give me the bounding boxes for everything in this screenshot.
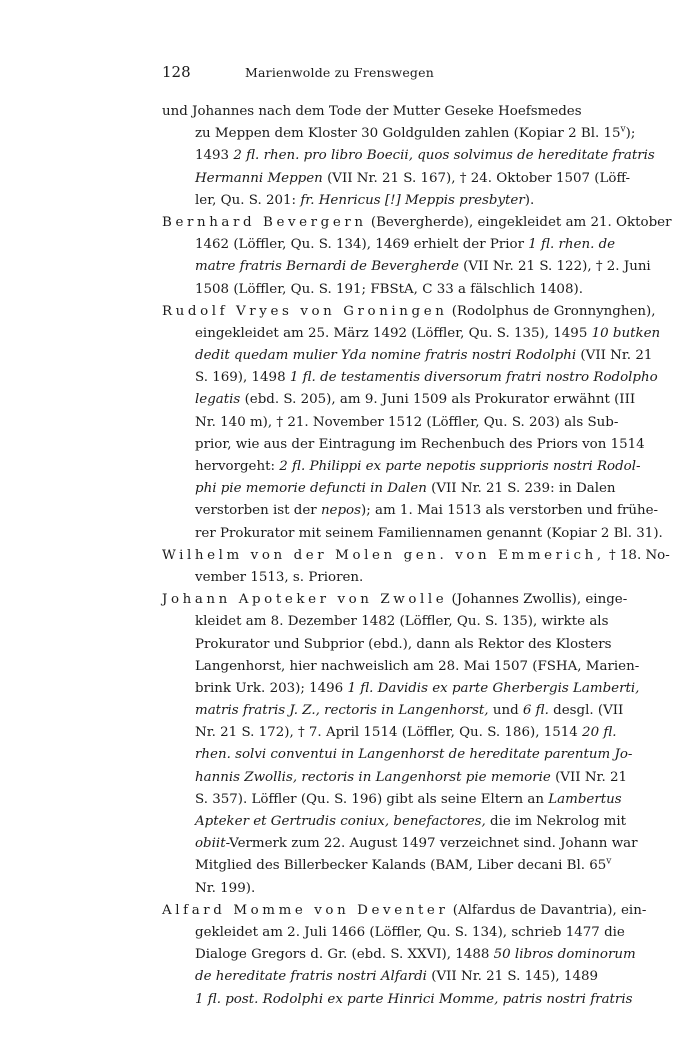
text-segment: Langenhorst, hier nachweislich am 28. Mai 1507 (FSHA, Marien- bbox=[195, 658, 640, 674]
text-segment: (VII Nr. 21 S. 122), † 2. Juni bbox=[458, 259, 651, 275]
page-number: 128 bbox=[162, 63, 191, 81]
text-segment: S. 169), 1498 bbox=[195, 370, 290, 386]
text-segment: (Bevergherde), eingekleidet am 21. Oktober bbox=[366, 214, 672, 230]
latin-quote: legatis bbox=[195, 392, 241, 408]
text-segment: gekleidet am 2. Juli 1466 (Löffler, Qu. S. 134), schrieb 1477 die bbox=[195, 924, 625, 940]
latin-quote: 1 fl. rhen. de bbox=[528, 237, 616, 253]
text-line bbox=[195, 523, 663, 545]
latin-quote: 6 fl. bbox=[522, 703, 549, 719]
text-segment: 1493 bbox=[195, 148, 234, 164]
register-entry bbox=[162, 589, 640, 900]
text-line bbox=[162, 900, 647, 922]
text-segment: desgl. (VII bbox=[548, 703, 624, 719]
text-segment: S. 357). Löffler (Qu. S. 196) gibt als seine Eltern an bbox=[195, 791, 549, 807]
text-segment: Nr. 21 S. 172), † 7. April 1514 (Löffler, Qu. S. 186), 1514 bbox=[195, 725, 583, 741]
text-line bbox=[195, 811, 627, 833]
latin-quote: 2 fl. Philippi ex parte nepotis supprioris nostri Rodol- bbox=[279, 459, 641, 474]
person-name: Wilhelm von der Molen gen. von Emmerich, bbox=[162, 547, 605, 563]
text-segment: (Johannes Zwollis), einge- bbox=[447, 592, 628, 608]
latin-quote: 10 butken bbox=[591, 325, 661, 341]
text-line bbox=[195, 190, 535, 212]
text-line bbox=[195, 367, 658, 389]
latin-quote: obiit bbox=[195, 836, 226, 852]
latin-quote: phi pie memorie defuncti in Dalen bbox=[195, 481, 427, 497]
text-segment: verstorben ist der bbox=[195, 503, 321, 519]
text-line bbox=[195, 789, 622, 811]
latin-quote: Apteker et Gertrudis coniux, benefactores, bbox=[195, 814, 486, 829]
text-segment: ler, Qu. S. 201: bbox=[195, 192, 301, 208]
register-entries bbox=[162, 101, 672, 1011]
text-line bbox=[195, 922, 625, 944]
latin-quote: de hereditate fratris nostri Alfardi bbox=[195, 969, 427, 985]
text-line bbox=[195, 234, 616, 256]
text-line bbox=[195, 989, 633, 1011]
text-line bbox=[195, 123, 636, 145]
text-line bbox=[195, 434, 645, 456]
latin-quote: 50 libros dominorum bbox=[493, 947, 636, 963]
text-segment: Prokurator und Subprior (ebd.), dann als Rektor des Klosters bbox=[195, 636, 612, 652]
text-segment: ). bbox=[524, 192, 535, 208]
text-segment: Nr. 140 m), † 21. November 1512 (Löffler, Qu. S. 203) als Sub- bbox=[195, 414, 619, 430]
text-segment: (Rodolphus de Gronnynghen), bbox=[447, 303, 656, 319]
latin-quote: 1 fl. de testamentis diversorum fratri nostro Rodolpho bbox=[289, 370, 658, 386]
text-line bbox=[195, 611, 609, 633]
text-segment: prior, wie aus der Eintragung im Rechenbuch des Priors von 1514 bbox=[195, 436, 645, 452]
text-line bbox=[195, 478, 616, 500]
text-segment: Dialoge Gregors d. Gr. (ebd. S. XXVI), 1488 bbox=[195, 947, 494, 963]
text-segment: brink Urk. 203); 1496 bbox=[195, 680, 348, 696]
text-segment: ); bbox=[625, 126, 636, 142]
text-segment: (VII Nr. 21 S. 145), 1489 bbox=[426, 969, 599, 985]
text-segment: (VII Nr. 21 S. 239: in Dalen bbox=[426, 481, 616, 497]
text-line bbox=[195, 412, 619, 434]
text-segment: und Johannes nach dem Tode der Mutter Geseke Hoefsmedes bbox=[162, 104, 582, 119]
text-segment: zu Meppen dem Kloster 30 Goldgulden zahlen (Kopiar 2 Bl. 15 bbox=[195, 126, 621, 142]
text-line bbox=[195, 323, 661, 345]
latin-quote: matre fratris Bernardi de Bevergherde bbox=[195, 259, 459, 275]
text-segment: -Vermerk zum 22. August 1497 verzeichnet sind. Johann war bbox=[225, 836, 638, 852]
text-line bbox=[195, 500, 659, 522]
latin-quote: dedit quedam mulier Yda nomine fratris nostri Rodolphi bbox=[195, 348, 577, 364]
text-segment: eingekleidet am 25. März 1492 (Löffler, Qu. S. 135), 1495 bbox=[195, 325, 592, 341]
person-name: Alfard Momme von Deventer bbox=[162, 902, 449, 918]
register-entry bbox=[162, 545, 670, 589]
text-segment: 1462 (Löffler, Qu. S. 134), 1469 erhielt der Prior bbox=[195, 237, 529, 253]
person-name: Johann Apoteker von Zwolle bbox=[162, 592, 448, 608]
text-line bbox=[195, 256, 651, 278]
text-line bbox=[195, 567, 517, 589]
text-segment: und bbox=[488, 703, 523, 719]
latin-quote: Lambertus bbox=[548, 791, 622, 807]
latin-quote: 1 fl. post. Rodolphi ex parte Hinrici Momme, patris nostri fratris bbox=[195, 991, 633, 1007]
verso-superscript: v bbox=[606, 856, 612, 867]
text-line bbox=[195, 168, 631, 190]
text-line bbox=[195, 145, 655, 167]
text-segment: rer Prokurator mit seinem Familiennamen genannt (Kopiar 2 Bl. 31). bbox=[195, 525, 663, 541]
text-line bbox=[162, 212, 672, 234]
text-segment: Mitglied des Billerbecker Kalands (BAM, Liber decani Bl. 65 bbox=[195, 858, 607, 874]
text-line bbox=[195, 634, 612, 656]
text-line bbox=[195, 767, 628, 789]
latin-quote: Hermanni Meppen bbox=[195, 170, 323, 186]
text-segment: ); am 1. Mai 1513 als verstorben und frühe- bbox=[361, 503, 659, 519]
text-segment: (Alfardus de Davantria), ein- bbox=[448, 902, 647, 918]
text-line bbox=[195, 389, 636, 411]
text-line bbox=[162, 301, 656, 323]
text-line bbox=[195, 722, 617, 744]
latin-quote: fr. Henricus [!] Meppis presbyter bbox=[300, 192, 525, 208]
text-segment: die im Nekrolog mit bbox=[485, 814, 627, 829]
latin-quote: matris fratris J. Z., rectoris in Langenhorst, bbox=[195, 703, 489, 719]
text-segment: hervorgeht: bbox=[195, 459, 280, 474]
text-line bbox=[195, 678, 640, 700]
text-segment: † 18. No- bbox=[604, 547, 670, 563]
register-entry bbox=[162, 212, 672, 301]
latin-quote: hannis Zwollis, rectoris in Langenhorst pie memorie bbox=[195, 769, 551, 785]
text-line bbox=[195, 456, 641, 478]
text-line bbox=[162, 101, 582, 123]
text-line bbox=[195, 966, 599, 988]
person-name: Bernhard Bevergern bbox=[162, 214, 367, 230]
text-segment: 1508 (Löffler, Qu. S. 191; FBStA, C 33 a fälschlich 1408). bbox=[195, 281, 583, 297]
text-segment: (VII Nr. 21 bbox=[550, 769, 628, 785]
text-line bbox=[195, 878, 517, 900]
text-line bbox=[162, 545, 670, 567]
text-segment: kleidet am 8. Dezember 1482 (Löffler, Qu. S. 135), wirkte als bbox=[195, 614, 609, 630]
register-entry bbox=[162, 301, 663, 545]
text-line bbox=[162, 589, 628, 611]
verso-superscript: v bbox=[620, 124, 626, 135]
text-line bbox=[195, 700, 624, 722]
text-line bbox=[195, 855, 612, 877]
running-head: Marienwolde zu Frenswegen bbox=[245, 65, 434, 80]
latin-quote: 2 fl. rhen. pro libro Boecii, quos solvimus de hereditate fratris bbox=[233, 148, 655, 164]
text-line bbox=[195, 744, 633, 766]
text-segment: (ebd. S. 205), am 9. Juni 1509 als Prokurator erwähnt (III bbox=[240, 392, 636, 408]
text-segment: vember 1513, s. Prioren. bbox=[195, 569, 364, 585]
latin-quote: 1 fl. Davidis ex parte Gherbergis Lamberti, bbox=[347, 680, 640, 696]
text-line bbox=[195, 656, 640, 678]
text-line bbox=[195, 279, 583, 301]
latin-quote: rhen. solvi conventui in Langenhorst de hereditate parentum Jo- bbox=[195, 747, 633, 763]
person-name: Rudolf Vryes von Groningen bbox=[162, 303, 448, 319]
text-line bbox=[195, 345, 653, 367]
text-segment: (VII Nr. 21 S. 167), † 24. Oktober 1507 (Löff- bbox=[322, 170, 631, 186]
latin-quote: nepos bbox=[320, 503, 361, 519]
text-segment: (VII Nr. 21 bbox=[576, 348, 653, 364]
text-line bbox=[195, 944, 636, 966]
latin-quote: 20 fl. bbox=[582, 725, 617, 741]
register-entry bbox=[162, 900, 647, 1011]
text-line bbox=[195, 833, 638, 855]
text-segment: Nr. 199). bbox=[195, 880, 256, 896]
register-entry bbox=[162, 101, 655, 212]
page-header bbox=[162, 62, 517, 86]
